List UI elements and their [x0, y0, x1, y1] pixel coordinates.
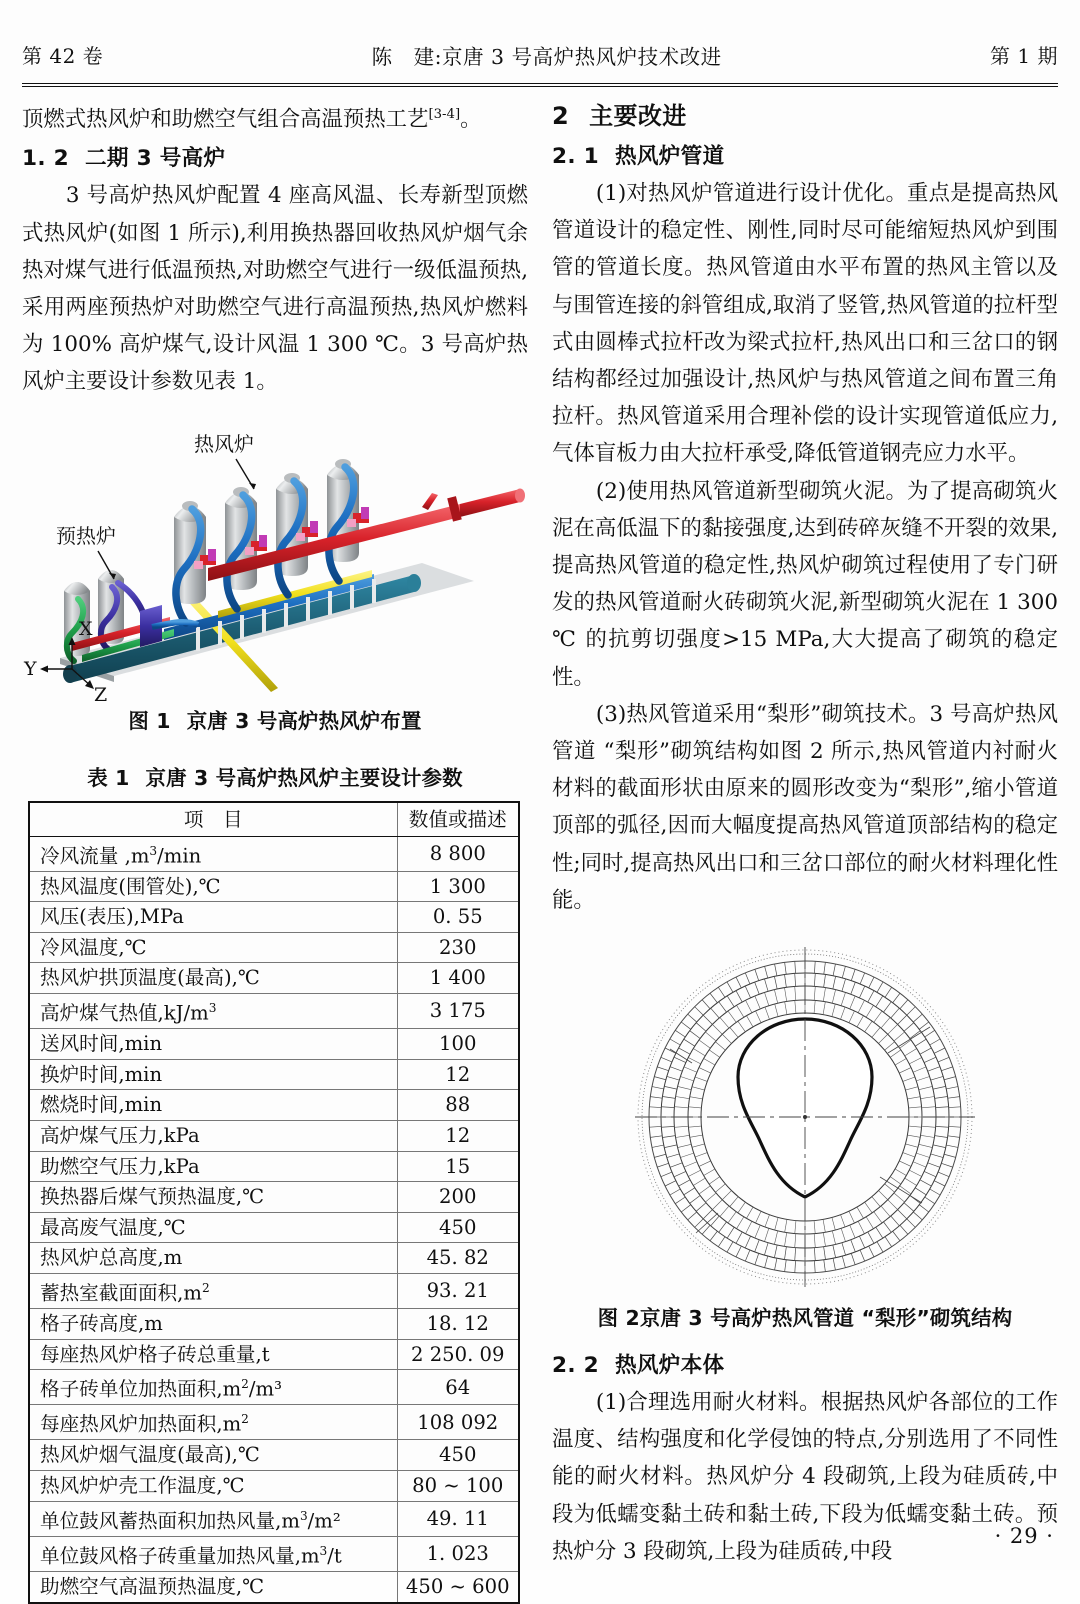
parameter-name: 格子砖单位加热面积$,m^2/m^3$ — [29, 1370, 397, 1405]
unit-exponent: 3 — [149, 843, 158, 858]
parameter-name: 冷风温度,℃ — [29, 932, 397, 963]
parameter-name: 换炉时间,min — [29, 1059, 397, 1090]
figure-2-caption-text: 京唐 3 号高炉热风管道 “梨形”砌筑结构 — [639, 1306, 1013, 1331]
parameter-value: 93. 21 — [397, 1273, 519, 1308]
parameter-name: 助燃空气压力,kPa — [29, 1151, 397, 1182]
section-number: 1. 2 — [22, 146, 69, 172]
parameter-value: 1 300 — [397, 871, 519, 902]
left-column — [22, 96, 528, 1598]
unit-exponent: 2 — [241, 1377, 249, 1392]
table-header-row — [29, 802, 519, 837]
parameter-name: 冷风流量 $,m^3/\min$ — [29, 836, 397, 871]
table-row — [29, 1182, 519, 1213]
table-row — [29, 1370, 519, 1405]
table-row — [29, 1120, 519, 1151]
parameter-value: 0. 55 — [397, 902, 519, 933]
section-title: 二期 3 号高炉 — [84, 146, 226, 172]
axis-label-x: X — [79, 617, 93, 640]
parameter-name: 单位鼓风格子砖重量加热风量$,m^3/t$ — [29, 1536, 397, 1571]
section-heading-2 — [552, 96, 1058, 136]
continued-paragraph — [22, 96, 528, 138]
table-1-number: 表 1 — [87, 765, 130, 790]
parameter-name: 燃烧时间,min — [29, 1090, 397, 1121]
parameter-value: 450 — [397, 1440, 519, 1471]
page-number: · 29 · — [994, 1524, 1054, 1548]
table-row — [29, 1339, 519, 1370]
label-preheating-furnace: 预热炉 — [56, 523, 116, 548]
parameter-value: 49. 11 — [397, 1501, 519, 1536]
table-row — [29, 1405, 519, 1440]
table-body — [29, 836, 519, 1602]
parameter-value: 45. 82 — [397, 1243, 519, 1274]
parameter-name: 送风时间,min — [29, 1029, 397, 1060]
header-divider — [22, 83, 1058, 87]
parameter-value: 200 — [397, 1182, 519, 1213]
unit-exponent: 2 — [241, 1412, 249, 1427]
table-row — [29, 1273, 519, 1308]
parameter-name: 每座热风炉格子砖总重量,t — [29, 1339, 397, 1370]
table-row — [29, 1501, 519, 1536]
table-1-title-text: 京唐 3 号高炉热风炉主要设计参数 — [145, 765, 463, 790]
parameter-name: 风压(表压),MPa — [29, 902, 397, 933]
paragraph-1: 3 号高炉热风炉配置 4 座高风温、长寿新型顶燃式热风炉(如图 1 所示),利用换热器回收热风炉烟气余热对煤气进行低温预热,对助燃空气进行一级低温预热,采用两座预热炉对助燃空气进行高温预热,热风炉燃料为 100% 高炉煤气,设计风温 1 300 ℃。3 号高炉热风炉主要设计参数见表 1。 — [22, 183, 528, 395]
running-head — [22, 40, 1058, 80]
figure-2-number: 图 2 — [597, 1306, 640, 1331]
parameter-value: 450 ~ 600 — [405, 1574, 510, 1598]
figure-1-caption-text: 京唐 3 号高炉热风炉布置 — [186, 708, 422, 733]
parameter-value: 88 — [397, 1090, 519, 1121]
parameter-name: 最高废气温度,℃ — [29, 1212, 397, 1243]
unit-exponent: 3 — [299, 1508, 308, 1523]
continued-tail: 。 — [460, 107, 482, 133]
parameter-value: 12 — [397, 1120, 519, 1151]
table-row — [29, 1571, 519, 1602]
figure-2-graphic — [630, 945, 980, 1293]
table-row — [29, 836, 519, 871]
unit-exponent: 3 — [208, 1001, 217, 1016]
section-2-1-number: 2. 1 — [552, 144, 599, 169]
section-2-title: 主要改进 — [589, 102, 687, 130]
table-row — [29, 1029, 519, 1060]
unit-exponent: 3 — [319, 1543, 328, 1558]
figure-2 — [552, 945, 1058, 1300]
parameter-value: 80 ~ 100 — [397, 1471, 519, 1502]
table-row — [29, 963, 519, 994]
table-row — [29, 1309, 519, 1340]
section-2-2-title: 热风炉本体 — [614, 1353, 725, 1379]
table-row — [29, 902, 519, 933]
figure-1-caption — [22, 705, 528, 734]
parameter-value: 12 — [397, 1059, 519, 1090]
table-row — [29, 1151, 519, 1182]
axis-label-z: Z — [94, 683, 108, 706]
volume-label: 第 42 卷 — [22, 44, 104, 68]
figure-2-caption — [552, 1302, 1058, 1331]
parameter-value: 18. 12 — [397, 1309, 519, 1340]
parameter-value: 100 — [397, 1029, 519, 1060]
citation-ref: [3-4] — [428, 107, 461, 122]
center-mark — [803, 1115, 807, 1119]
axis-label-y: Y — [24, 657, 37, 680]
section-heading-2-2 — [552, 1347, 1058, 1384]
parameter-name: 热风炉炉壳工作温度,℃ — [29, 1471, 397, 1502]
section-2-number: 2 — [552, 102, 570, 130]
parameter-name: 每座热风炉加热面积$,m^2$ — [29, 1405, 397, 1440]
parameter-value: 230 — [397, 932, 519, 963]
parameter-value: 1. 023 — [397, 1536, 519, 1571]
parameter-name: 热风炉烟气温度(最高),℃ — [29, 1440, 397, 1471]
unit-exponent: 2 — [201, 1280, 210, 1295]
label-hot-blast-stove: 热风炉 — [194, 431, 254, 456]
parameter-name: 高炉煤气压力,kPa — [29, 1120, 397, 1151]
parameter-value: 450 — [397, 1212, 519, 1243]
paragraph-2-1-2: (2)使用热风管道新型砌筑火泥。为了提高砌筑火泥在高低温下的黏接强度,达到砖碎灰缝不开裂的效果,提高热风管道的稳定性,热风炉砌筑过程使用了专门研发的热风管道耐火砖砌筑火泥,新型砌筑火泥在 1 300 ℃ 的抗剪切强度>15 MPa,大大提高了砌筑的稳定性。 — [552, 478, 1058, 690]
issue-label: 第 1 期 — [990, 44, 1058, 68]
running-title: 陈 建:京唐 3 号高炉热风炉技术改进 — [371, 45, 722, 69]
parameter-value: 8 800 — [397, 836, 519, 871]
parameter-name: 热风炉拱顶温度(最高),℃ — [29, 963, 397, 994]
column-header-item: 项 目 — [29, 802, 397, 837]
figure-1 — [22, 411, 528, 706]
table-row — [29, 994, 519, 1029]
table-row — [29, 1212, 519, 1243]
continued-text: 顶燃式热风炉和助燃空气组合高温预热工艺 — [22, 107, 429, 133]
parameter-name: 助燃空气高温预热温度,℃ — [29, 1571, 397, 1602]
parameter-value: 3 175 — [397, 994, 519, 1029]
section-2-2-number: 2. 2 — [552, 1353, 599, 1379]
table-row — [29, 932, 519, 963]
table-row — [29, 1440, 519, 1471]
figure-1-graphic — [22, 411, 528, 706]
table-row — [29, 1059, 519, 1090]
parameter-name: 高炉煤气热值$,kJ/m^3$ — [29, 994, 397, 1029]
table-row — [29, 1536, 519, 1571]
table-1-title — [22, 762, 528, 791]
table-row — [29, 871, 519, 902]
table-row — [29, 1090, 519, 1121]
parameter-name: 蓄热室截面面积$,m^2$ — [29, 1273, 397, 1308]
parameter-value: 108 092 — [397, 1405, 519, 1440]
design-parameters-table — [28, 801, 520, 1604]
parameter-name: 热风炉总高度,m — [29, 1243, 397, 1274]
parameter-value: 2 250. 09 — [397, 1339, 519, 1370]
parameter-name: 格子砖高度,m — [29, 1309, 397, 1340]
table-row — [29, 1243, 519, 1274]
table-row — [29, 1471, 519, 1502]
parameter-value: 15 — [397, 1151, 519, 1182]
paragraph-2-1-3: (3)热风管道采用“梨形”砌筑技术。3 号高炉热风管道 “梨形”砌筑结构如图 2 所示,热风管道内衬耐火材料的截面形状由原来的圆形改变为“梨形”,缩小管道顶部的弧径,因而大幅度提高热风管道顶部结构的稳定性;同时,提高热风出口和三岔口部位的耐火材料理化性能。 — [552, 701, 1058, 913]
section-heading-2-1 — [552, 138, 1058, 175]
section-2-1-title: 热风炉管道 — [614, 144, 725, 169]
parameter-value: 1 400 — [397, 963, 519, 994]
paragraph-2-2-1: (1)合理选用耐火材料。根据热风炉各部位的工作温度、结构强度和化学侵蚀的特点,分别选用了不同性能的耐火材料。热风炉分 4 段砌筑,上段为硅质砖,中段为低蠕变黏土砖和黏土砖,下段为低蠕变黏土砖。预热炉分 3 段砌筑,上段为硅质砖,中段 — [552, 1390, 1058, 1564]
body-columns — [22, 96, 1058, 1598]
parameter-value: 64 — [397, 1370, 519, 1405]
paragraph-2-1-1: (1)对热风炉管道进行设计优化。重点是提高热风管道设计的稳定性、刚性,同时尽可能缩短热风炉到围管的管道长度。热风管道由水平布置的热风主管以及与围管连接的斜管组成,取消了竖管,热风管道的拉杆型式由圆棒式拉杆改为梁式拉杆,热风出口和三岔口的钢结构都经过加强设计,热风炉与热风管道之间布置三角拉杆。热风管道采用合理补偿的设计实现管道低应力,气体盲板力由大拉杆承受,降低管道钢壳应力水平。 — [552, 181, 1058, 467]
parameter-name: 热风温度(围管处),℃ — [29, 871, 397, 902]
parameter-name: 换热器后煤气预热温度,℃ — [29, 1182, 397, 1213]
parameter-name: 单位鼓风蓄热面积加热风量$,m^3/m^2$ — [29, 1501, 397, 1536]
column-header-value: 数值或描述 — [397, 802, 519, 837]
section-heading-1-2 — [22, 140, 528, 177]
figure-1-number: 图 1 — [128, 708, 171, 733]
